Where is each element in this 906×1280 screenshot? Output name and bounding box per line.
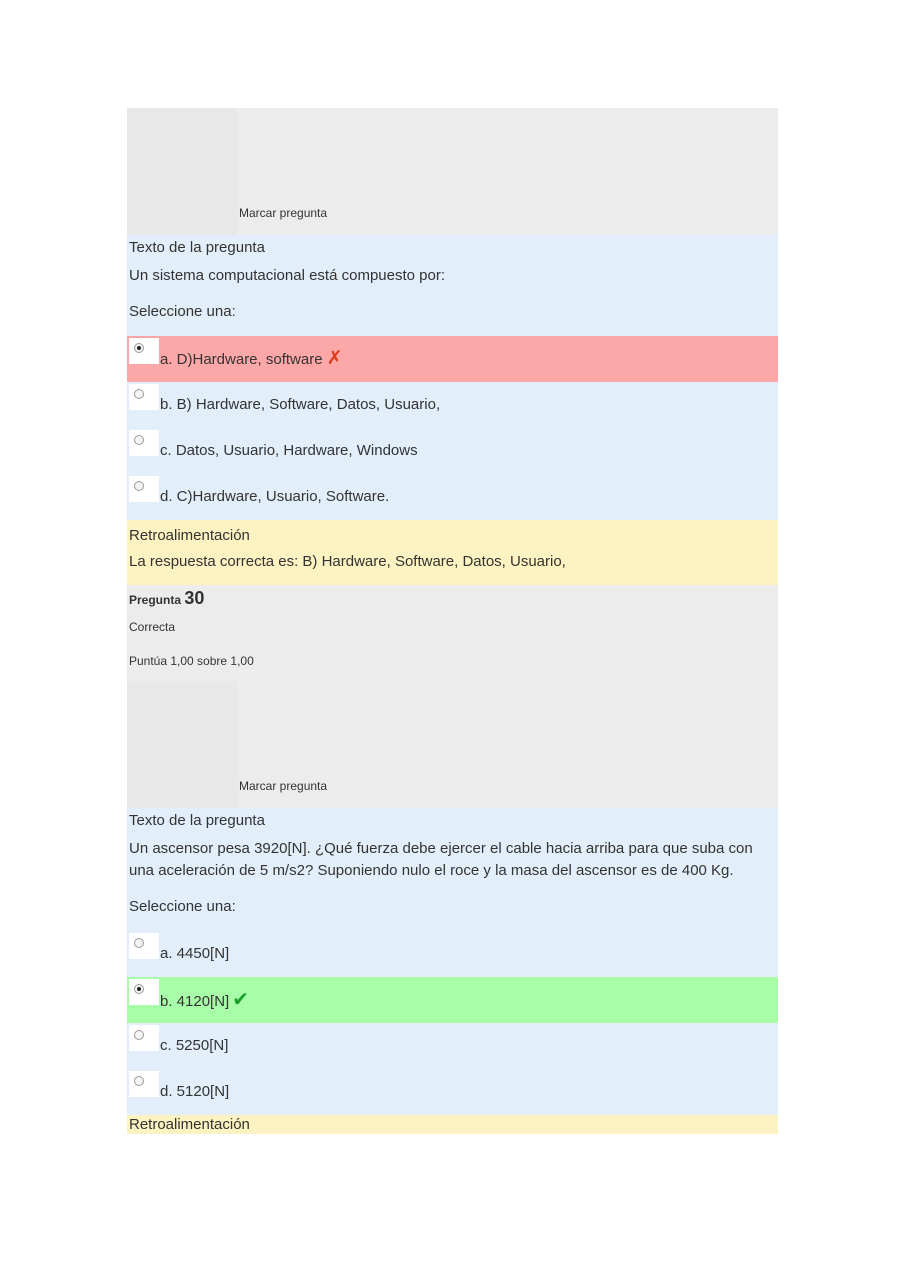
question-number-value: 30	[184, 588, 205, 608]
answer-label: a. 4450[N]	[160, 945, 230, 962]
answer-label: b. B) Hardware, Software, Datos, Usuario,	[160, 396, 441, 413]
radio-button[interactable]	[129, 979, 159, 1005]
feedback-heading: Retroalimentación	[127, 520, 778, 550]
select-prompt: Seleccione una:	[127, 296, 778, 336]
radio-button[interactable]	[129, 1025, 159, 1051]
question-text: Un ascensor pesa 3920[N]. ¿Qué fuerza debe ejercer el cable hacia arriba para que suba con una aceleración de 5 m/s2? Suponiendo nulo el roce y la masa del ascensor es de 400 Kg.	[127, 834, 778, 891]
answer-label: d. 5120[N]	[160, 1083, 230, 1100]
question-number	[127, 585, 778, 613]
answer-option-b[interactable]	[127, 977, 778, 1023]
select-prompt: Seleccione una:	[127, 891, 778, 931]
question-info-29	[127, 108, 778, 235]
answer-label: c. Datos, Usuario, Hardware, Windows	[160, 442, 418, 459]
radio-button[interactable]	[129, 933, 159, 959]
answer-label: a. D)Hardware, software	[160, 351, 323, 368]
answer-option-a[interactable]	[127, 931, 778, 977]
answer-option-d[interactable]	[127, 474, 778, 520]
radio-button[interactable]	[129, 384, 159, 410]
feedback-text: La respuesta correcta es: B) Hardware, Software, Datos, Usuario,	[127, 550, 778, 585]
radio-button[interactable]	[129, 476, 159, 502]
radio-button[interactable]	[129, 430, 159, 456]
answer-label: b. 4120[N]	[160, 993, 230, 1010]
question-label: Pregunta	[129, 593, 182, 607]
answer-option-a[interactable]	[127, 336, 778, 382]
flag-question-link[interactable]: Marcar pregunta	[239, 206, 328, 220]
feedback-heading: Retroalimentación	[127, 1115, 778, 1134]
flag-question-link[interactable]: Marcar pregunta	[239, 779, 328, 793]
question-state: Correcta	[127, 613, 778, 643]
answer-option-d[interactable]	[127, 1069, 778, 1115]
radio-button[interactable]	[129, 338, 159, 364]
question-info-30	[127, 681, 778, 808]
answer-label: c. 5250[N]	[160, 1037, 229, 1054]
info-left-column	[127, 681, 237, 808]
quiz-review	[127, 108, 778, 1134]
info-left-column	[127, 108, 237, 235]
correct-icon: ✔	[232, 989, 249, 1011]
radio-button[interactable]	[129, 1071, 159, 1097]
question-text-heading: Texto de la pregunta	[127, 808, 778, 834]
answer-label: d. C)Hardware, Usuario, Software.	[160, 488, 390, 505]
answer-option-c[interactable]	[127, 1023, 778, 1069]
question-text: Un sistema computacional está compuesto por:	[127, 261, 778, 296]
incorrect-icon: ✗	[326, 348, 343, 369]
question-grade: Puntúa 1,00 sobre 1,00	[127, 643, 778, 681]
question-text-heading: Texto de la pregunta	[127, 235, 778, 261]
answer-option-b[interactable]	[127, 382, 778, 428]
answer-option-c[interactable]	[127, 428, 778, 474]
